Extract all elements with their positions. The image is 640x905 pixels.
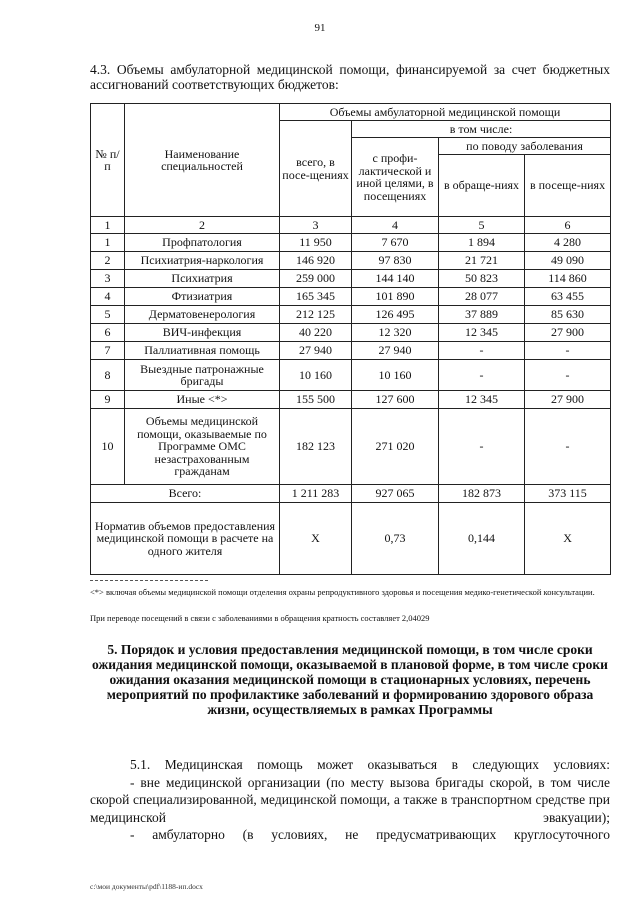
row-name: Психиатрия-наркология (125, 252, 280, 270)
row-no: 1 (91, 234, 125, 252)
total-row (91, 485, 611, 503)
row-visits: 4 280 (525, 234, 611, 252)
body-text (90, 756, 610, 844)
header-total: всего, в посе-щениях (280, 121, 352, 217)
row-visits: 27 900 (525, 324, 611, 342)
page-number: 91 (314, 22, 326, 34)
header-name: Наименование специальностей (125, 104, 280, 217)
column-number: 4 (352, 217, 439, 234)
row-name: Объемы медицинской помощи, оказываемые по Программе ОМС незастрахованным гражданам (125, 409, 280, 485)
column-number: 2 (125, 217, 280, 234)
row-total: 11 950 (280, 234, 352, 252)
total-visits: 373 115 (525, 485, 611, 503)
norm-label: Норматив объемов предоставления медицинской помощи в расчете на одного жителя (91, 503, 280, 575)
total-total: 1 211 283 (280, 485, 352, 503)
column-number: 1 (91, 217, 125, 234)
paragraph-5-1: 5.1. Медицинская помощь может оказываться в следующих условиях: (130, 757, 610, 772)
row-appeals: 28 077 (439, 288, 525, 306)
norm-total: Х (280, 503, 352, 575)
row-total: 146 920 (280, 252, 352, 270)
paragraph-ambulatory: - амбулаторно (в условиях, не предусматривающих круглосуточного (130, 827, 610, 842)
table-row (91, 234, 611, 252)
row-prof: 12 320 (352, 324, 439, 342)
row-appeals: 1 894 (439, 234, 525, 252)
row-prof: 271 020 (352, 409, 439, 485)
row-name: Дерматовенерология (125, 306, 280, 324)
table-row (91, 409, 611, 485)
norm-prof: 0,73 (352, 503, 439, 575)
header-visits: в посеще-ниях (525, 155, 611, 217)
row-visits: 85 630 (525, 306, 611, 324)
row-visits: 63 455 (525, 288, 611, 306)
row-appeals: 21 721 (439, 252, 525, 270)
row-appeals: 12 345 (439, 391, 525, 409)
table-heading: 4.3. Объемы амбулаторной медицинской помощи, финансируемой за счет бюджетных ассигнований соответствующих бюджетов: (90, 62, 610, 92)
row-total: 10 160 (280, 360, 352, 391)
column-number: 6 (525, 217, 611, 234)
table-row (91, 288, 611, 306)
row-total: 27 940 (280, 342, 352, 360)
row-name: Выездные патронажные бригады (125, 360, 280, 391)
norm-row (91, 503, 611, 575)
total-appeals: 182 873 (439, 485, 525, 503)
row-name: Профпатология (125, 234, 280, 252)
row-no: 6 (91, 324, 125, 342)
column-numbers-row (91, 217, 611, 234)
volumes-table (90, 103, 611, 575)
row-prof: 127 600 (352, 391, 439, 409)
total-label: Всего: (91, 485, 280, 503)
row-no: 4 (91, 288, 125, 306)
column-number: 3 (280, 217, 352, 234)
row-name: Психиатрия (125, 270, 280, 288)
paragraph-outside: - вне медицинской организации (по месту вызова бригады скорой, в том числе скорой специализированной, медицинской помощи, а также в транспортном средстве при медицинской эвакуации); (90, 774, 610, 825)
file-path: c:\мои документы\pdf\1188-ип.docx (90, 882, 203, 891)
table-row (91, 360, 611, 391)
row-total: 155 500 (280, 391, 352, 409)
total-prof: 927 065 (352, 485, 439, 503)
row-prof: 7 670 (352, 234, 439, 252)
row-appeals: 12 345 (439, 324, 525, 342)
table-row (91, 324, 611, 342)
row-name: ВИЧ-инфекция (125, 324, 280, 342)
row-visits: - (525, 409, 611, 485)
row-visits: - (525, 360, 611, 391)
row-no: 8 (91, 360, 125, 391)
row-appeals: - (439, 409, 525, 485)
row-appeals: - (439, 360, 525, 391)
norm-visits: Х (525, 503, 611, 575)
row-no: 9 (91, 391, 125, 409)
header-disease: по поводу заболевания (439, 138, 611, 155)
row-prof: 126 495 (352, 306, 439, 324)
row-prof: 144 140 (352, 270, 439, 288)
row-prof: 10 160 (352, 360, 439, 391)
norm-appeals: 0,144 (439, 503, 525, 575)
row-appeals: 50 823 (439, 270, 525, 288)
row-prof: 27 940 (352, 342, 439, 360)
row-visits: 27 900 (525, 391, 611, 409)
row-no: 5 (91, 306, 125, 324)
row-total: 40 220 (280, 324, 352, 342)
row-total: 165 345 (280, 288, 352, 306)
row-prof: 101 890 (352, 288, 439, 306)
row-name: Иные <*> (125, 391, 280, 409)
section-title: 5. Порядок и условия предоставления медицинской помощи, в том числе сроки ожидания медицинской помощи, оказываемой в плановой форме, в том числе сроки ожидания оказания медицинской помощи в стационарных условиях, перечень мероприятий по профилактике заболеваний и формированию здорового образа жизни, осуществляемых в рамках Программы (92, 642, 608, 717)
header-prof: с профи-лактической и иной целями, в посещениях (352, 138, 439, 217)
row-total: 212 125 (280, 306, 352, 324)
footnote-separator (90, 580, 208, 581)
header-in-that-number: в том числе: (352, 121, 611, 138)
row-appeals: 37 889 (439, 306, 525, 324)
header-group: Объемы амбулаторной медицинской помощи (280, 104, 611, 121)
footnote-2: При переводе посещений в связи с заболеваниями в обращения кратность составляет 2,04029 (90, 613, 430, 623)
table-row (91, 306, 611, 324)
row-visits: - (525, 342, 611, 360)
row-prof: 97 830 (352, 252, 439, 270)
row-no: 2 (91, 252, 125, 270)
row-visits: 114 860 (525, 270, 611, 288)
row-total: 259 000 (280, 270, 352, 288)
row-name: Фтизиатрия (125, 288, 280, 306)
table-row (91, 270, 611, 288)
header-appeals: в обраще-ниях (439, 155, 525, 217)
footnote-1: <*> включая объемы медицинской помощи отделения охраны репродуктивного здоровья и посещения медико-генетической консультации. (90, 587, 595, 597)
row-no: 10 (91, 409, 125, 485)
table-row (91, 391, 611, 409)
row-no: 7 (91, 342, 125, 360)
column-number: 5 (439, 217, 525, 234)
row-total: 182 123 (280, 409, 352, 485)
table-row (91, 342, 611, 360)
row-no: 3 (91, 270, 125, 288)
header-no: № п/п (91, 104, 125, 217)
row-name: Паллиативная помощь (125, 342, 280, 360)
row-visits: 49 090 (525, 252, 611, 270)
row-appeals: - (439, 342, 525, 360)
table-row (91, 252, 611, 270)
